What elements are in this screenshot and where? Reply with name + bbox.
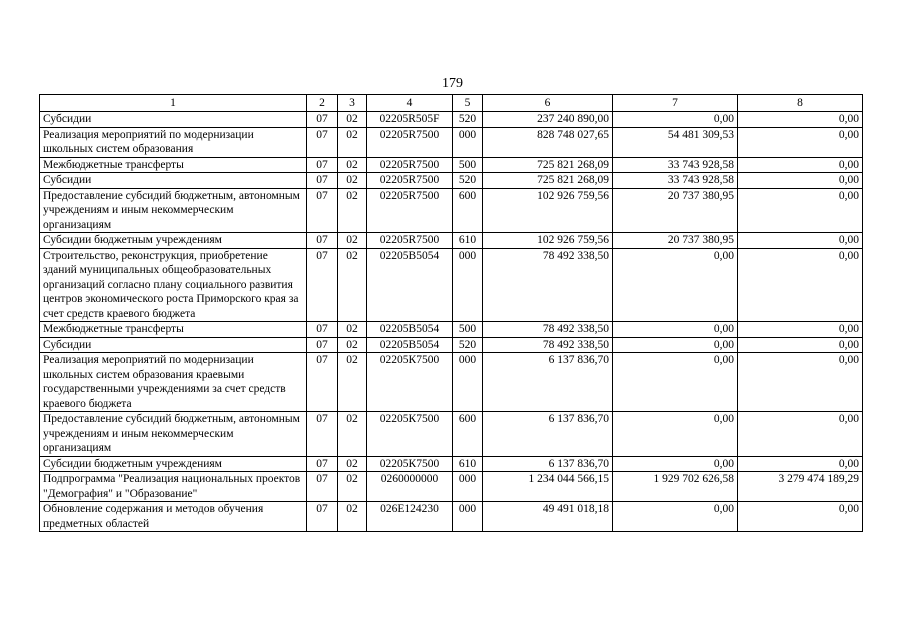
table-row bbox=[40, 412, 863, 457]
header-cell-2: 2 bbox=[307, 95, 338, 112]
row-subsection-cell: 02 bbox=[338, 472, 367, 502]
row-subsection-cell: 02 bbox=[338, 502, 367, 532]
table-row bbox=[40, 322, 863, 338]
row-amount-col6-cell: 78 492 338,50 bbox=[483, 248, 613, 322]
row-target-code-cell: 026Е124230 bbox=[367, 502, 453, 532]
row-target-code-cell: 02205R7500 bbox=[367, 188, 453, 233]
table-row bbox=[40, 353, 863, 412]
table-row bbox=[40, 337, 863, 353]
row-name-cell: Реализация мероприятий по модернизации школьных систем образования краевыми государственными учреждениями за счет средств краевого бюджета bbox=[40, 353, 307, 412]
row-expense-type-cell: 610 bbox=[453, 233, 483, 249]
row-expense-type-cell: 600 bbox=[453, 188, 483, 233]
row-subsection-cell: 02 bbox=[338, 456, 367, 472]
row-amount-col7-cell: 0,00 bbox=[613, 412, 738, 457]
table-row bbox=[40, 127, 863, 157]
row-amount-col6-cell: 828 748 027,65 bbox=[483, 127, 613, 157]
row-name-cell: Субсидии бюджетным учреждениям bbox=[40, 233, 307, 249]
header-cell-8: 8 bbox=[738, 95, 863, 112]
header-cell-1: 1 bbox=[40, 95, 307, 112]
row-amount-col6-cell: 102 926 759,56 bbox=[483, 188, 613, 233]
row-target-code-cell: 02205К7500 bbox=[367, 412, 453, 457]
page-number: 179 bbox=[442, 76, 463, 91]
header-cell-6: 6 bbox=[483, 95, 613, 112]
header-cell-4: 4 bbox=[367, 95, 453, 112]
row-section-cell: 07 bbox=[307, 502, 338, 532]
row-section-cell: 07 bbox=[307, 322, 338, 338]
row-amount-col6-cell: 725 821 268,09 bbox=[483, 157, 613, 173]
row-amount-col6-cell: 725 821 268,09 bbox=[483, 173, 613, 189]
row-section-cell: 07 bbox=[307, 112, 338, 128]
row-name-cell: Реализация мероприятий по модернизации школьных систем образования bbox=[40, 127, 307, 157]
row-subsection-cell: 02 bbox=[338, 157, 367, 173]
table-row bbox=[40, 456, 863, 472]
row-name-cell: Предоставление субсидий бюджетным, автономным учреждениям и иным некоммерческим организациям bbox=[40, 412, 307, 457]
row-amount-col8-cell: 0,00 bbox=[738, 173, 863, 189]
row-name-cell: Предоставление субсидий бюджетным, автономным учреждениям и иным некоммерческим организациям bbox=[40, 188, 307, 233]
table-row bbox=[40, 502, 863, 532]
row-amount-col6-cell: 6 137 836,70 bbox=[483, 412, 613, 457]
row-amount-col6-cell: 237 240 890,00 bbox=[483, 112, 613, 128]
header-row bbox=[40, 95, 863, 112]
row-amount-col8-cell: 0,00 bbox=[738, 157, 863, 173]
row-amount-col7-cell: 54 481 309,53 bbox=[613, 127, 738, 157]
row-expense-type-cell: 520 bbox=[453, 173, 483, 189]
row-expense-type-cell: 500 bbox=[453, 322, 483, 338]
row-target-code-cell: 02205К7500 bbox=[367, 456, 453, 472]
row-amount-col6-cell: 6 137 836,70 bbox=[483, 456, 613, 472]
row-expense-type-cell: 500 bbox=[453, 157, 483, 173]
row-expense-type-cell: 520 bbox=[453, 337, 483, 353]
row-section-cell: 07 bbox=[307, 456, 338, 472]
row-expense-type-cell: 000 bbox=[453, 248, 483, 322]
row-amount-col6-cell: 78 492 338,50 bbox=[483, 337, 613, 353]
row-target-code-cell: 0260000000 bbox=[367, 472, 453, 502]
table-row bbox=[40, 188, 863, 233]
row-subsection-cell: 02 bbox=[338, 173, 367, 189]
row-expense-type-cell: 000 bbox=[453, 353, 483, 412]
row-subsection-cell: 02 bbox=[338, 248, 367, 322]
row-subsection-cell: 02 bbox=[338, 127, 367, 157]
table-body bbox=[40, 112, 863, 532]
row-amount-col6-cell: 102 926 759,56 bbox=[483, 233, 613, 249]
row-amount-col7-cell: 0,00 bbox=[613, 337, 738, 353]
row-amount-col8-cell: 0,00 bbox=[738, 353, 863, 412]
row-subsection-cell: 02 bbox=[338, 322, 367, 338]
row-amount-col7-cell: 33 743 928,58 bbox=[613, 173, 738, 189]
row-name-cell: Субсидии бюджетным учреждениям bbox=[40, 456, 307, 472]
row-target-code-cell: 02205R7500 bbox=[367, 157, 453, 173]
budget-table bbox=[39, 94, 863, 532]
row-amount-col8-cell: 0,00 bbox=[738, 248, 863, 322]
row-amount-col7-cell: 33 743 928,58 bbox=[613, 157, 738, 173]
row-section-cell: 07 bbox=[307, 188, 338, 233]
row-expense-type-cell: 000 bbox=[453, 127, 483, 157]
table-row bbox=[40, 472, 863, 502]
row-amount-col8-cell: 0,00 bbox=[738, 322, 863, 338]
row-name-cell: Субсидии bbox=[40, 337, 307, 353]
row-expense-type-cell: 520 bbox=[453, 112, 483, 128]
row-name-cell: Подпрограмма "Реализация национальных проектов "Демография" и "Образование" bbox=[40, 472, 307, 502]
row-amount-col6-cell: 49 491 018,18 bbox=[483, 502, 613, 532]
row-amount-col7-cell: 0,00 bbox=[613, 353, 738, 412]
header-cell-3: 3 bbox=[338, 95, 367, 112]
row-target-code-cell: 02205R505F bbox=[367, 112, 453, 128]
row-amount-col7-cell: 20 737 380,95 bbox=[613, 233, 738, 249]
table-row bbox=[40, 173, 863, 189]
row-section-cell: 07 bbox=[307, 173, 338, 189]
row-amount-col8-cell: 0,00 bbox=[738, 502, 863, 532]
row-amount-col6-cell: 78 492 338,50 bbox=[483, 322, 613, 338]
row-section-cell: 07 bbox=[307, 248, 338, 322]
row-amount-col7-cell: 20 737 380,95 bbox=[613, 188, 738, 233]
row-section-cell: 07 bbox=[307, 412, 338, 457]
row-amount-col8-cell: 0,00 bbox=[738, 188, 863, 233]
row-target-code-cell: 02205В5054 bbox=[367, 337, 453, 353]
row-target-code-cell: 02205В5054 bbox=[367, 248, 453, 322]
row-amount-col8-cell: 0,00 bbox=[738, 412, 863, 457]
row-target-code-cell: 02205В5054 bbox=[367, 322, 453, 338]
row-expense-type-cell: 000 bbox=[453, 472, 483, 502]
row-section-cell: 07 bbox=[307, 472, 338, 502]
row-section-cell: 07 bbox=[307, 353, 338, 412]
row-subsection-cell: 02 bbox=[338, 353, 367, 412]
row-amount-col8-cell: 0,00 bbox=[738, 112, 863, 128]
row-amount-col7-cell: 0,00 bbox=[613, 112, 738, 128]
row-expense-type-cell: 000 bbox=[453, 502, 483, 532]
row-expense-type-cell: 600 bbox=[453, 412, 483, 457]
header-cell-5: 5 bbox=[453, 95, 483, 112]
row-amount-col8-cell: 0,00 bbox=[738, 337, 863, 353]
row-amount-col6-cell: 1 234 044 566,15 bbox=[483, 472, 613, 502]
row-amount-col8-cell: 0,00 bbox=[738, 456, 863, 472]
row-amount-col8-cell: 0,00 bbox=[738, 127, 863, 157]
table-row bbox=[40, 248, 863, 322]
row-subsection-cell: 02 bbox=[338, 412, 367, 457]
table-row bbox=[40, 112, 863, 128]
row-name-cell: Строительство, реконструкция, приобретение зданий муниципальных общеобразовательных организаций согласно плану социального развития центров экономического роста Приморского края за счет средств краевого бюджета bbox=[40, 248, 307, 322]
row-section-cell: 07 bbox=[307, 233, 338, 249]
row-amount-col7-cell: 1 929 702 626,58 bbox=[613, 472, 738, 502]
table-row bbox=[40, 233, 863, 249]
row-target-code-cell: 02205R7500 bbox=[367, 173, 453, 189]
row-name-cell: Субсидии bbox=[40, 173, 307, 189]
row-subsection-cell: 02 bbox=[338, 112, 367, 128]
table-row bbox=[40, 157, 863, 173]
row-amount-col7-cell: 0,00 bbox=[613, 248, 738, 322]
row-target-code-cell: 02205К7500 bbox=[367, 353, 453, 412]
row-subsection-cell: 02 bbox=[338, 233, 367, 249]
row-name-cell: Межбюджетные трансферты bbox=[40, 157, 307, 173]
row-expense-type-cell: 610 bbox=[453, 456, 483, 472]
row-name-cell: Межбюджетные трансферты bbox=[40, 322, 307, 338]
row-name-cell: Обновление содержания и методов обучения предметных областей bbox=[40, 502, 307, 532]
row-subsection-cell: 02 bbox=[338, 337, 367, 353]
row-amount-col8-cell: 3 279 474 189,29 bbox=[738, 472, 863, 502]
row-target-code-cell: 02205R7500 bbox=[367, 233, 453, 249]
row-section-cell: 07 bbox=[307, 337, 338, 353]
row-section-cell: 07 bbox=[307, 157, 338, 173]
header-cell-7: 7 bbox=[613, 95, 738, 112]
row-amount-col7-cell: 0,00 bbox=[613, 502, 738, 532]
row-amount-col7-cell: 0,00 bbox=[613, 456, 738, 472]
row-amount-col7-cell: 0,00 bbox=[613, 322, 738, 338]
row-target-code-cell: 02205R7500 bbox=[367, 127, 453, 157]
row-subsection-cell: 02 bbox=[338, 188, 367, 233]
row-amount-col6-cell: 6 137 836,70 bbox=[483, 353, 613, 412]
row-name-cell: Субсидии bbox=[40, 112, 307, 128]
row-amount-col8-cell: 0,00 bbox=[738, 233, 863, 249]
row-section-cell: 07 bbox=[307, 127, 338, 157]
